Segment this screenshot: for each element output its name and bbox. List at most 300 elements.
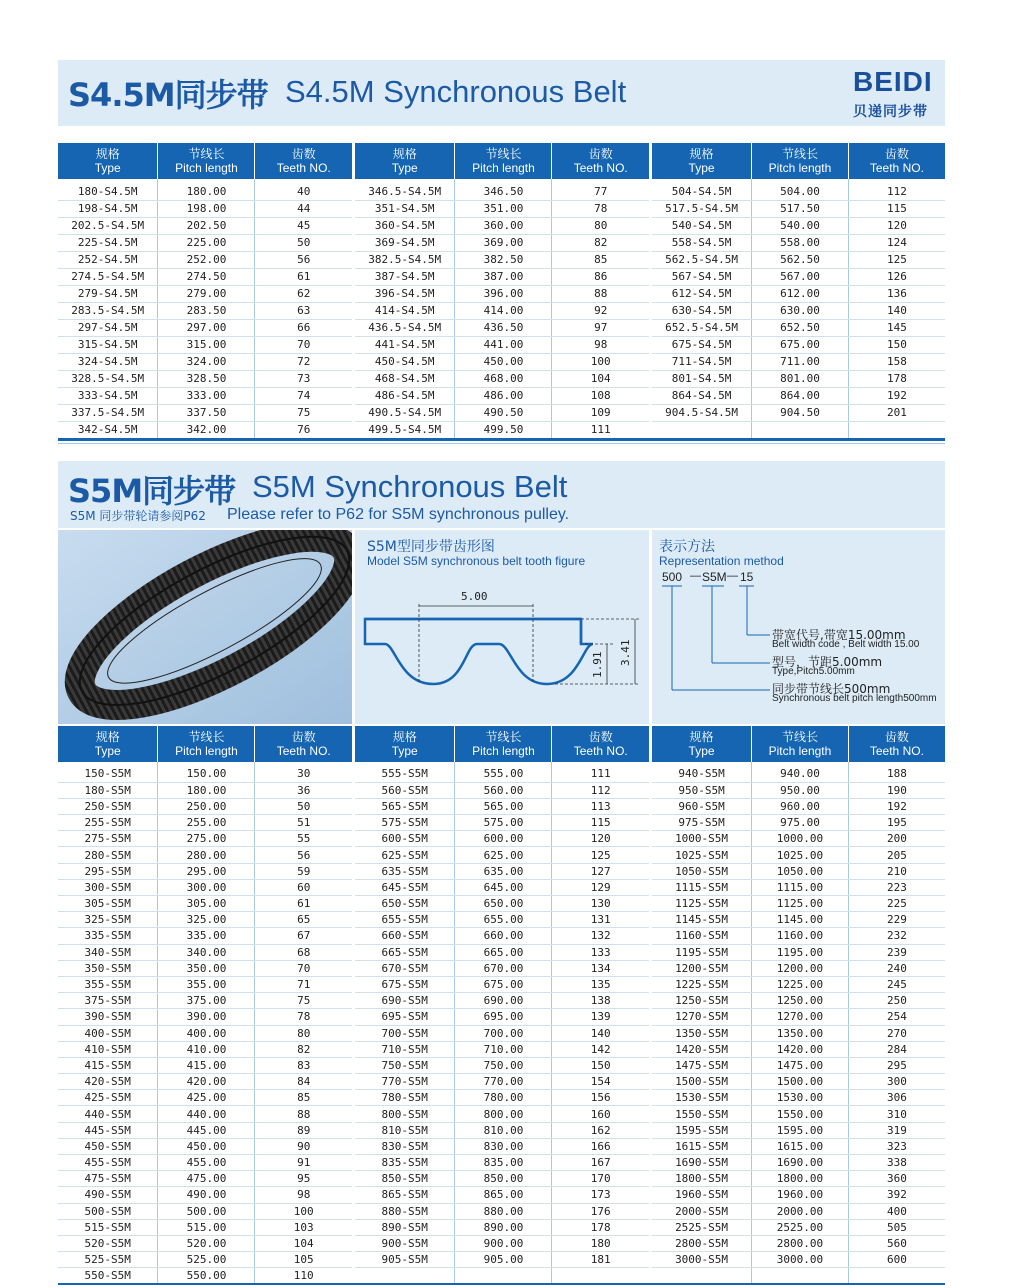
s5-tables-table-3 bbox=[652, 726, 945, 1284]
pitch-cell: 250.00 bbox=[158, 798, 255, 814]
teeth-cell: 154 bbox=[552, 1074, 649, 1090]
type-cell: 198-S4.5M bbox=[58, 200, 158, 217]
type-cell: 1050-S5M bbox=[652, 863, 752, 879]
type-cell: 625-S5M bbox=[355, 847, 455, 863]
type-cell: 1475-S5M bbox=[652, 1057, 752, 1073]
table-row bbox=[652, 200, 945, 217]
teeth-cell bbox=[848, 421, 945, 438]
teeth-cell: 250 bbox=[848, 993, 945, 1009]
pitch-cell: 665.00 bbox=[455, 944, 552, 960]
table-row bbox=[355, 234, 649, 251]
pitch-cell: 150.00 bbox=[158, 766, 255, 782]
teeth-cell: 59 bbox=[255, 863, 352, 879]
type-cell: 490.5-S4.5M bbox=[355, 404, 455, 421]
table-row bbox=[58, 1235, 352, 1251]
teeth-header-en: Teeth NO. bbox=[573, 744, 628, 758]
teeth-cell: 178 bbox=[552, 1219, 649, 1235]
table-row bbox=[355, 1009, 649, 1025]
pitch-cell: 180.00 bbox=[158, 183, 255, 200]
pitch-cell: 180.00 bbox=[158, 782, 255, 798]
pitch-cell: 558.00 bbox=[752, 234, 849, 251]
teeth-cell: 150 bbox=[848, 336, 945, 353]
pitch-header bbox=[752, 726, 849, 762]
table-row bbox=[652, 1106, 945, 1122]
teeth-cell: 112 bbox=[552, 782, 649, 798]
pitch-cell: 1225.00 bbox=[752, 976, 849, 992]
teeth-cell: 95 bbox=[255, 1171, 352, 1187]
type-cell: 612-S4.5M bbox=[652, 285, 752, 302]
type-cell: 3000-S5M bbox=[652, 1252, 752, 1268]
table-row bbox=[355, 217, 649, 234]
pitch-cell: 695.00 bbox=[455, 1009, 552, 1025]
type-cell: 2000-S5M bbox=[652, 1203, 752, 1219]
table-row bbox=[652, 1155, 945, 1171]
teeth-cell: 125 bbox=[848, 251, 945, 268]
pitch-header bbox=[752, 143, 849, 179]
teeth-cell: 319 bbox=[848, 1122, 945, 1138]
teeth-cell: 70 bbox=[255, 960, 352, 976]
teeth-cell: 192 bbox=[848, 798, 945, 814]
teeth-cell: 284 bbox=[848, 1041, 945, 1057]
teeth-header-en: Teeth NO. bbox=[573, 161, 628, 175]
type-cell: 455-S5M bbox=[58, 1155, 158, 1171]
table-row bbox=[58, 302, 352, 319]
teeth-cell: 140 bbox=[552, 1025, 649, 1041]
pitch-cell: 420.00 bbox=[158, 1074, 255, 1090]
teeth-cell: 109 bbox=[552, 404, 649, 421]
teeth-cell: 40 bbox=[255, 183, 352, 200]
pitch-cell: 490.50 bbox=[455, 404, 552, 421]
table-row bbox=[58, 1041, 352, 1057]
teeth-cell: 104 bbox=[552, 370, 649, 387]
pitch-cell: 1200.00 bbox=[752, 960, 849, 976]
teeth-cell: 77 bbox=[552, 183, 649, 200]
type-cell: 297-S4.5M bbox=[58, 319, 158, 336]
pitch-cell: 1595.00 bbox=[752, 1122, 849, 1138]
table-row bbox=[58, 336, 352, 353]
table-row bbox=[355, 863, 649, 879]
type-header bbox=[652, 143, 752, 179]
table-row bbox=[58, 815, 352, 831]
type-cell: 1115-S5M bbox=[652, 879, 752, 895]
s45-title-sub: S4.5M Synchronous Belt bbox=[285, 74, 627, 109]
pitch-cell: 375.00 bbox=[158, 993, 255, 1009]
s45-title-main: S4.5M同步带 bbox=[68, 76, 268, 114]
pitch-cell: 436.50 bbox=[455, 319, 552, 336]
belt-photo-illustration bbox=[58, 530, 352, 724]
table-row bbox=[58, 1268, 352, 1284]
pitch-cell: 950.00 bbox=[752, 782, 849, 798]
table-row bbox=[355, 370, 649, 387]
table-row bbox=[58, 912, 352, 928]
type-cell: 975-S5M bbox=[652, 815, 752, 831]
pitch-cell: 1800.00 bbox=[752, 1171, 849, 1187]
teeth-cell: 82 bbox=[255, 1041, 352, 1057]
type-cell: 1960-S5M bbox=[652, 1187, 752, 1203]
type-cell: 350-S5M bbox=[58, 960, 158, 976]
pitch-cell: 600.00 bbox=[455, 831, 552, 847]
pitch-cell: 486.00 bbox=[455, 387, 552, 404]
table-row bbox=[58, 960, 352, 976]
table-row bbox=[58, 1025, 352, 1041]
tooth-pitch-label: 5.00 bbox=[461, 590, 488, 603]
teeth-cell: 78 bbox=[255, 1009, 352, 1025]
table-row bbox=[652, 1219, 945, 1235]
pitch-cell: 400.00 bbox=[158, 1025, 255, 1041]
table-row bbox=[355, 183, 649, 200]
teeth-cell: 98 bbox=[255, 1187, 352, 1203]
teeth-cell: 505 bbox=[848, 1219, 945, 1235]
table-row bbox=[355, 1025, 649, 1041]
type-cell bbox=[355, 1268, 455, 1284]
type-cell: 305-S5M bbox=[58, 896, 158, 912]
pitch-cell bbox=[455, 1268, 552, 1284]
table-row bbox=[58, 200, 352, 217]
teeth-cell: 142 bbox=[552, 1041, 649, 1057]
table-row bbox=[652, 766, 945, 782]
table-row bbox=[652, 1041, 945, 1057]
type-cell: 1800-S5M bbox=[652, 1171, 752, 1187]
teeth-cell: 232 bbox=[848, 928, 945, 944]
table-row bbox=[652, 896, 945, 912]
pitch-cell: 690.00 bbox=[455, 993, 552, 1009]
pitch-cell: 445.00 bbox=[158, 1122, 255, 1138]
table-row bbox=[355, 319, 649, 336]
pitch-cell: 810.00 bbox=[455, 1122, 552, 1138]
teeth-header-cn: 齿数 bbox=[291, 730, 316, 744]
pitch-cell: 960.00 bbox=[752, 798, 849, 814]
pitch-cell: 2000.00 bbox=[752, 1203, 849, 1219]
type-cell: 950-S5M bbox=[652, 782, 752, 798]
teeth-cell: 176 bbox=[552, 1203, 649, 1219]
type-cell: 504-S4.5M bbox=[652, 183, 752, 200]
table-row bbox=[58, 766, 352, 782]
teeth-cell: 195 bbox=[848, 815, 945, 831]
pitch-cell: 387.00 bbox=[455, 268, 552, 285]
table-row bbox=[355, 1074, 649, 1090]
type-cell: 1145-S5M bbox=[652, 912, 752, 928]
pitch-header-cn: 节线长 bbox=[485, 730, 522, 744]
table-row bbox=[355, 1106, 649, 1122]
type-cell: 325-S5M bbox=[58, 912, 158, 928]
table-row bbox=[58, 285, 352, 302]
type-cell: 904.5-S4.5M bbox=[652, 404, 752, 421]
table-row bbox=[58, 1187, 352, 1203]
pitch-cell: 780.00 bbox=[455, 1090, 552, 1106]
pitch-cell: 1115.00 bbox=[752, 879, 849, 895]
type-header-en: Type bbox=[391, 161, 418, 175]
pitch-header-en: Pitch length bbox=[175, 744, 238, 758]
pitch-cell: 280.00 bbox=[158, 847, 255, 863]
pitch-cell: 499.50 bbox=[455, 421, 552, 438]
type-cell: 675-S4.5M bbox=[652, 336, 752, 353]
pitch-cell: 905.00 bbox=[455, 1252, 552, 1268]
teeth-cell: 51 bbox=[255, 815, 352, 831]
tooth-depth-label: 1.91 bbox=[591, 651, 604, 678]
type-cell: 567-S4.5M bbox=[652, 268, 752, 285]
table-row bbox=[58, 1090, 352, 1106]
rep-width-cn: 带宽代号,带宽15.00mm bbox=[772, 628, 906, 642]
type-cell: 670-S5M bbox=[355, 960, 455, 976]
type-cell: 414-S4.5M bbox=[355, 302, 455, 319]
type-cell: 340-S5M bbox=[58, 944, 158, 960]
table-row bbox=[58, 268, 352, 285]
table-row bbox=[58, 421, 352, 438]
type-cell: 635-S5M bbox=[355, 863, 455, 879]
pitch-cell: 655.00 bbox=[455, 912, 552, 928]
teeth-cell: 98 bbox=[552, 336, 649, 353]
table-row bbox=[58, 1009, 352, 1025]
teeth-cell: 145 bbox=[848, 319, 945, 336]
pitch-cell: 425.00 bbox=[158, 1090, 255, 1106]
pitch-cell: 2800.00 bbox=[752, 1235, 849, 1251]
teeth-cell: 71 bbox=[255, 976, 352, 992]
pitch-cell: 1960.00 bbox=[752, 1187, 849, 1203]
tooth-figure-panel bbox=[355, 530, 649, 724]
table-row bbox=[652, 1252, 945, 1268]
teeth-cell: 205 bbox=[848, 847, 945, 863]
pitch-cell: 1145.00 bbox=[752, 912, 849, 928]
teeth-cell: 72 bbox=[255, 353, 352, 370]
type-cell: 355-S5M bbox=[58, 976, 158, 992]
pitch-cell: 441.00 bbox=[455, 336, 552, 353]
pitch-cell: 274.50 bbox=[158, 268, 255, 285]
table-row bbox=[355, 1057, 649, 1073]
table-row bbox=[652, 782, 945, 798]
teeth-cell: 88 bbox=[552, 285, 649, 302]
type-cell: 695-S5M bbox=[355, 1009, 455, 1025]
type-cell: 342-S4.5M bbox=[58, 421, 158, 438]
table-row bbox=[355, 1041, 649, 1057]
pitch-header-en: Pitch length bbox=[175, 161, 238, 175]
type-cell: 1530-S5M bbox=[652, 1090, 752, 1106]
teeth-header-cn: 齿数 bbox=[588, 147, 613, 161]
teeth-cell: 229 bbox=[848, 912, 945, 928]
pitch-cell: 340.00 bbox=[158, 944, 255, 960]
table-row bbox=[652, 1203, 945, 1219]
rep-width-en: Belt width code , Belt width 15.00 bbox=[772, 639, 920, 650]
teeth-cell: 270 bbox=[848, 1025, 945, 1041]
s45-tables-table-3 bbox=[652, 143, 945, 438]
teeth-cell: 80 bbox=[552, 217, 649, 234]
type-cell: 960-S5M bbox=[652, 798, 752, 814]
pitch-cell: 450.00 bbox=[158, 1138, 255, 1154]
table-row bbox=[355, 944, 649, 960]
teeth-cell: 89 bbox=[255, 1122, 352, 1138]
teeth-cell: 115 bbox=[552, 815, 649, 831]
table-row bbox=[58, 1074, 352, 1090]
table-row bbox=[652, 944, 945, 960]
type-cell: 337.5-S4.5M bbox=[58, 404, 158, 421]
type-cell: 375-S5M bbox=[58, 993, 158, 1009]
type-cell: 328.5-S4.5M bbox=[58, 370, 158, 387]
pitch-cell bbox=[752, 1268, 849, 1284]
type-cell: 346.5-S4.5M bbox=[355, 183, 455, 200]
type-cell: 1160-S5M bbox=[652, 928, 752, 944]
teeth-cell: 210 bbox=[848, 863, 945, 879]
type-cell: 1615-S5M bbox=[652, 1138, 752, 1154]
type-cell: 665-S5M bbox=[355, 944, 455, 960]
pitch-cell: 660.00 bbox=[455, 928, 552, 944]
rep-length-en: Synchronous belt pitch length500mm bbox=[772, 693, 937, 704]
rep-model-cn: 型号，节距5.00mm bbox=[772, 655, 883, 669]
type-cell: 283.5-S4.5M bbox=[58, 302, 158, 319]
s5-tables-table-2 bbox=[355, 726, 649, 1284]
type-header-en: Type bbox=[391, 744, 418, 758]
pitch-cell: 567.00 bbox=[752, 268, 849, 285]
s5-note-cn: S5M 同步带轮请参阅P62 bbox=[70, 509, 206, 523]
pitch-cell: 1475.00 bbox=[752, 1057, 849, 1073]
table-row bbox=[652, 387, 945, 404]
table-row bbox=[58, 1171, 352, 1187]
teeth-header-en: Teeth NO. bbox=[276, 161, 331, 175]
teeth-cell: 44 bbox=[255, 200, 352, 217]
teeth-cell: 600 bbox=[848, 1252, 945, 1268]
rep-length-cn: 同步带节线长500mm bbox=[772, 682, 891, 696]
pitch-cell: 351.00 bbox=[455, 200, 552, 217]
teeth-cell: 300 bbox=[848, 1074, 945, 1090]
pitch-cell: 305.00 bbox=[158, 896, 255, 912]
teeth-cell: 61 bbox=[255, 268, 352, 285]
teeth-cell: 173 bbox=[552, 1187, 649, 1203]
type-cell: 250-S5M bbox=[58, 798, 158, 814]
table-row bbox=[652, 1074, 945, 1090]
pitch-cell: 830.00 bbox=[455, 1138, 552, 1154]
type-cell: 475-S5M bbox=[58, 1171, 158, 1187]
teeth-header bbox=[552, 726, 649, 762]
teeth-cell: 104 bbox=[255, 1235, 352, 1251]
table-row bbox=[58, 831, 352, 847]
pitch-cell: 555.00 bbox=[455, 766, 552, 782]
type-cell: 295-S5M bbox=[58, 863, 158, 879]
pitch-cell: 1000.00 bbox=[752, 831, 849, 847]
type-cell: 1350-S5M bbox=[652, 1025, 752, 1041]
type-cell: 387-S4.5M bbox=[355, 268, 455, 285]
table-row bbox=[58, 1252, 352, 1268]
type-header-en: Type bbox=[94, 744, 121, 758]
pitch-cell: 475.00 bbox=[158, 1171, 255, 1187]
type-cell: 550-S5M bbox=[58, 1268, 158, 1284]
type-cell: 1500-S5M bbox=[652, 1074, 752, 1090]
pitch-header-cn: 节线长 bbox=[188, 730, 225, 744]
teeth-cell: 192 bbox=[848, 387, 945, 404]
type-cell bbox=[652, 421, 752, 438]
pitch-cell: 1550.00 bbox=[752, 1106, 849, 1122]
table-row bbox=[355, 847, 649, 863]
type-cell: 420-S5M bbox=[58, 1074, 158, 1090]
table-row bbox=[58, 251, 352, 268]
pitch-cell: 1160.00 bbox=[752, 928, 849, 944]
teeth-cell: 111 bbox=[552, 766, 649, 782]
teeth-cell: 131 bbox=[552, 912, 649, 928]
teeth-cell: 200 bbox=[848, 831, 945, 847]
pitch-cell: 1270.00 bbox=[752, 1009, 849, 1025]
pitch-cell: 255.00 bbox=[158, 815, 255, 831]
type-cell: 710-S5M bbox=[355, 1041, 455, 1057]
teeth-header bbox=[255, 143, 352, 179]
table-row bbox=[355, 1268, 649, 1284]
pitch-cell: 1125.00 bbox=[752, 896, 849, 912]
type-cell: 1250-S5M bbox=[652, 993, 752, 1009]
type-cell: 351-S4.5M bbox=[355, 200, 455, 217]
type-cell: 520-S5M bbox=[58, 1235, 158, 1251]
teeth-cell: 91 bbox=[255, 1155, 352, 1171]
teeth-cell: 130 bbox=[552, 896, 649, 912]
type-cell: 750-S5M bbox=[355, 1057, 455, 1073]
pitch-cell: 450.00 bbox=[455, 353, 552, 370]
teeth-cell: 160 bbox=[552, 1106, 649, 1122]
table-row bbox=[652, 993, 945, 1009]
table-row bbox=[652, 928, 945, 944]
type-cell: 425-S5M bbox=[58, 1090, 158, 1106]
type-header bbox=[58, 143, 158, 179]
teeth-cell: 178 bbox=[848, 370, 945, 387]
type-cell: 1125-S5M bbox=[652, 896, 752, 912]
table-row bbox=[652, 183, 945, 200]
type-cell: 252-S4.5M bbox=[58, 251, 158, 268]
table-row bbox=[652, 1268, 945, 1284]
pitch-cell: 900.00 bbox=[455, 1235, 552, 1251]
table-row bbox=[58, 798, 352, 814]
pitch-header-cn: 节线长 bbox=[781, 730, 818, 744]
pitch-cell: 333.00 bbox=[158, 387, 255, 404]
table-row bbox=[355, 766, 649, 782]
teeth-cell: 126 bbox=[848, 268, 945, 285]
type-cell: 517.5-S4.5M bbox=[652, 200, 752, 217]
teeth-cell: 245 bbox=[848, 976, 945, 992]
pitch-cell: 297.00 bbox=[158, 319, 255, 336]
type-cell: 675-S5M bbox=[355, 976, 455, 992]
table-row bbox=[58, 1106, 352, 1122]
teeth-header-cn: 齿数 bbox=[884, 147, 909, 161]
teeth-cell: 100 bbox=[255, 1203, 352, 1219]
s45-bottom-rule-thin bbox=[58, 443, 945, 444]
table-row bbox=[652, 815, 945, 831]
table-row bbox=[355, 268, 649, 285]
table-row bbox=[355, 387, 649, 404]
teeth-cell: 310 bbox=[848, 1106, 945, 1122]
pitch-cell: 575.00 bbox=[455, 815, 552, 831]
type-cell: 2525-S5M bbox=[652, 1219, 752, 1235]
table-row bbox=[652, 404, 945, 421]
type-header bbox=[355, 726, 455, 762]
pitch-cell: 652.50 bbox=[752, 319, 849, 336]
teeth-cell: 125 bbox=[552, 847, 649, 863]
table-row bbox=[355, 912, 649, 928]
rep-code-sep2: — bbox=[727, 570, 738, 582]
type-cell: 645-S5M bbox=[355, 879, 455, 895]
pitch-cell: 346.50 bbox=[455, 183, 552, 200]
teeth-cell: 92 bbox=[552, 302, 649, 319]
teeth-cell: 50 bbox=[255, 798, 352, 814]
teeth-cell: 83 bbox=[255, 1057, 352, 1073]
pitch-cell: 504.00 bbox=[752, 183, 849, 200]
teeth-cell: 139 bbox=[552, 1009, 649, 1025]
teeth-cell: 120 bbox=[848, 217, 945, 234]
s45-bottom-rule bbox=[58, 438, 945, 441]
pitch-cell: 515.00 bbox=[158, 1219, 255, 1235]
representation-panel bbox=[652, 530, 945, 724]
teeth-cell: 73 bbox=[255, 370, 352, 387]
table-row bbox=[58, 976, 352, 992]
pitch-header-cn: 节线长 bbox=[781, 147, 818, 161]
teeth-cell: 50 bbox=[255, 234, 352, 251]
pitch-cell: 612.00 bbox=[752, 285, 849, 302]
pitch-header bbox=[455, 143, 552, 179]
teeth-cell: 65 bbox=[255, 912, 352, 928]
type-cell: 630-S4.5M bbox=[652, 302, 752, 319]
pitch-cell: 675.00 bbox=[752, 336, 849, 353]
